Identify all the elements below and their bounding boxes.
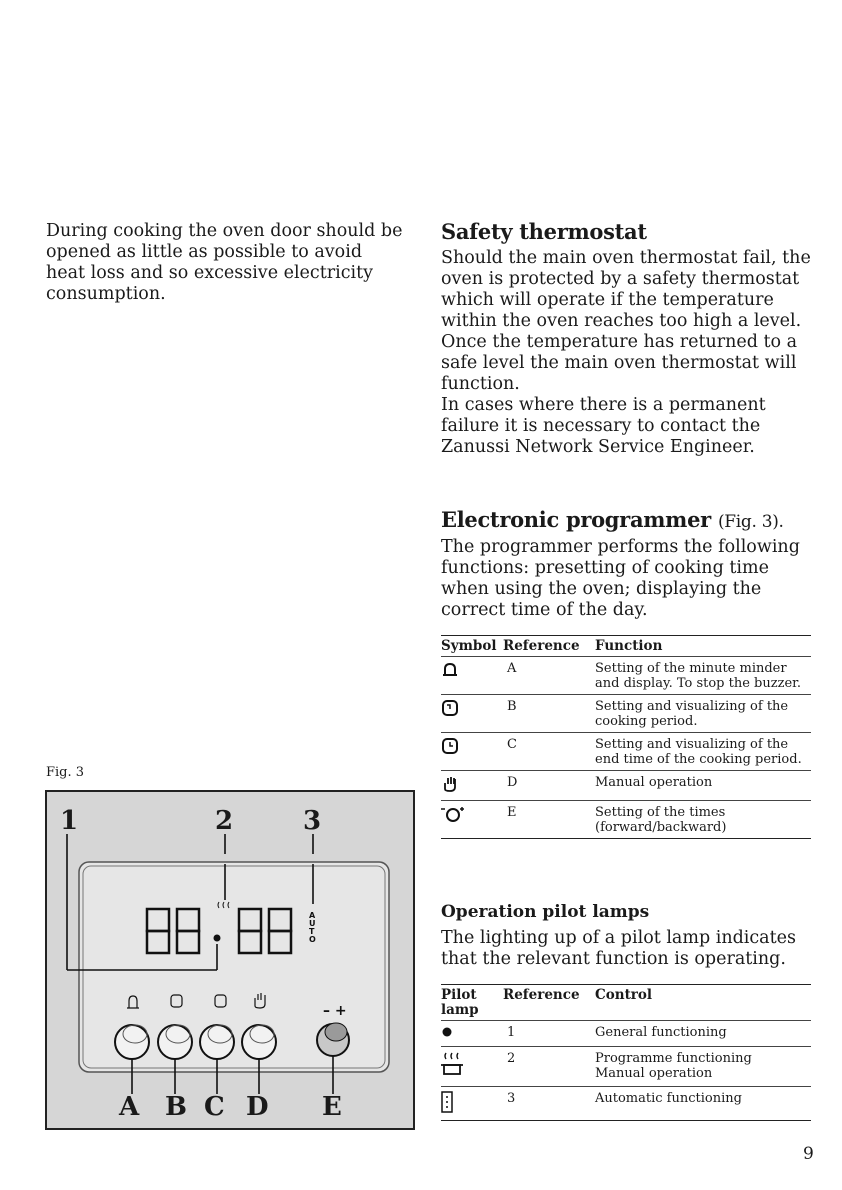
- function-e: Setting of the times (forward/backward): [595, 801, 811, 839]
- callout-2: 2: [215, 806, 234, 836]
- cooking-period-clock-icon: [441, 695, 503, 733]
- function-c: Setting and visualizing of the end time of the cooking period.: [595, 733, 811, 771]
- safety-thermostat-heading: Safety thermostat: [441, 219, 647, 244]
- table-row: [441, 1021, 811, 1047]
- programmer-figref: (Fig. 3).: [717, 512, 784, 532]
- control-2: Programme functioning Manual operation: [595, 1047, 811, 1087]
- pilot-lamps-intro: The lighting up of a pilot lamp indicates that the relevant function is operating.: [441, 928, 796, 969]
- ref-1: 1: [503, 1021, 595, 1047]
- programmer-section: [441, 507, 816, 839]
- svg-text:U: U: [309, 919, 316, 928]
- function-d: Manual operation: [595, 771, 811, 801]
- col-reference: Reference: [503, 985, 595, 1021]
- function-b: Setting and visualizing of the cooking period.: [595, 695, 811, 733]
- ref-c: C: [503, 733, 595, 771]
- safety-thermostat-paragraph: Should the main oven thermostat fail, the oven is protected by a safety thermostat which will operate if the temperature within the oven reaches too high a level. Once the temperature has returned to a safe level the main oven thermostat will function.: [441, 248, 811, 394]
- figure-label: Fig. 3: [46, 765, 85, 780]
- programmer-heading: [441, 507, 816, 532]
- callout-3: 3: [303, 806, 322, 836]
- ref-3: 3: [503, 1087, 595, 1121]
- ref-2: 2: [503, 1047, 595, 1087]
- pilot-table: [441, 984, 811, 1121]
- table-row: [441, 801, 811, 839]
- safety-thermostat-section: [441, 219, 816, 458]
- table-row: [441, 695, 811, 733]
- ref-d: D: [503, 771, 595, 801]
- callout-e: E: [322, 1092, 342, 1122]
- svg-text:A: A: [309, 911, 316, 920]
- svg-text:– +: – +: [323, 1003, 347, 1019]
- callout-1: 1: [60, 806, 79, 836]
- end-time-clock-icon: [441, 733, 503, 771]
- pilot-lamps-section: [441, 902, 816, 1121]
- col-reference: Reference: [503, 636, 595, 657]
- callout-d: D: [246, 1092, 269, 1122]
- svg-text:T: T: [309, 927, 315, 936]
- col-pilot-lamp: Pilot lamp: [441, 985, 503, 1021]
- plus-minus-dial-icon: [441, 801, 503, 839]
- col-symbol: Symbol: [441, 636, 503, 657]
- table-row: [441, 1047, 811, 1087]
- table-row: [441, 771, 811, 801]
- control-3: Automatic functioning: [595, 1087, 811, 1121]
- callout-c: C: [204, 1092, 225, 1122]
- programmer-table: [441, 635, 811, 839]
- table-row: [441, 1087, 811, 1121]
- page-number: 9: [803, 1144, 814, 1164]
- programmer-title: Electronic programmer: [441, 507, 711, 532]
- oven-door-paragraph: During cooking the oven door should be opened as little as possible to avoid heat loss and so excessive electricity consumption.: [46, 221, 403, 304]
- table-row: [441, 733, 811, 771]
- auto-indicator-icon: [441, 1087, 503, 1121]
- ref-e: E: [503, 801, 595, 839]
- table-row: [441, 657, 811, 695]
- dot-icon: [441, 1021, 503, 1047]
- svg-text:O: O: [309, 935, 316, 944]
- col-function: Function: [595, 636, 811, 657]
- programmer-panel-illustration: [47, 792, 413, 1128]
- col-control: Control: [595, 985, 811, 1021]
- ref-b: B: [503, 695, 595, 733]
- programmer-figure: [45, 790, 415, 1130]
- programmer-intro: The programmer performs the following functions: presetting of cooking time when using the oven; displaying the correct time of the day.: [441, 537, 800, 620]
- callout-b: B: [165, 1092, 187, 1122]
- callout-a: A: [119, 1092, 140, 1122]
- hand-icon: [441, 771, 503, 801]
- safety-failure-paragraph: In cases where there is a permanent failure it is necessary to contact the Zanussi Network Service Engineer.: [441, 395, 766, 457]
- function-a: Setting of the minute minder and display. To stop the buzzer.: [595, 657, 811, 695]
- programme-pan-icon: [441, 1047, 503, 1087]
- bell-icon: [441, 657, 503, 695]
- ref-a: A: [503, 657, 595, 695]
- control-1: General functioning: [595, 1021, 811, 1047]
- pilot-lamps-heading: Operation pilot lamps: [441, 902, 650, 922]
